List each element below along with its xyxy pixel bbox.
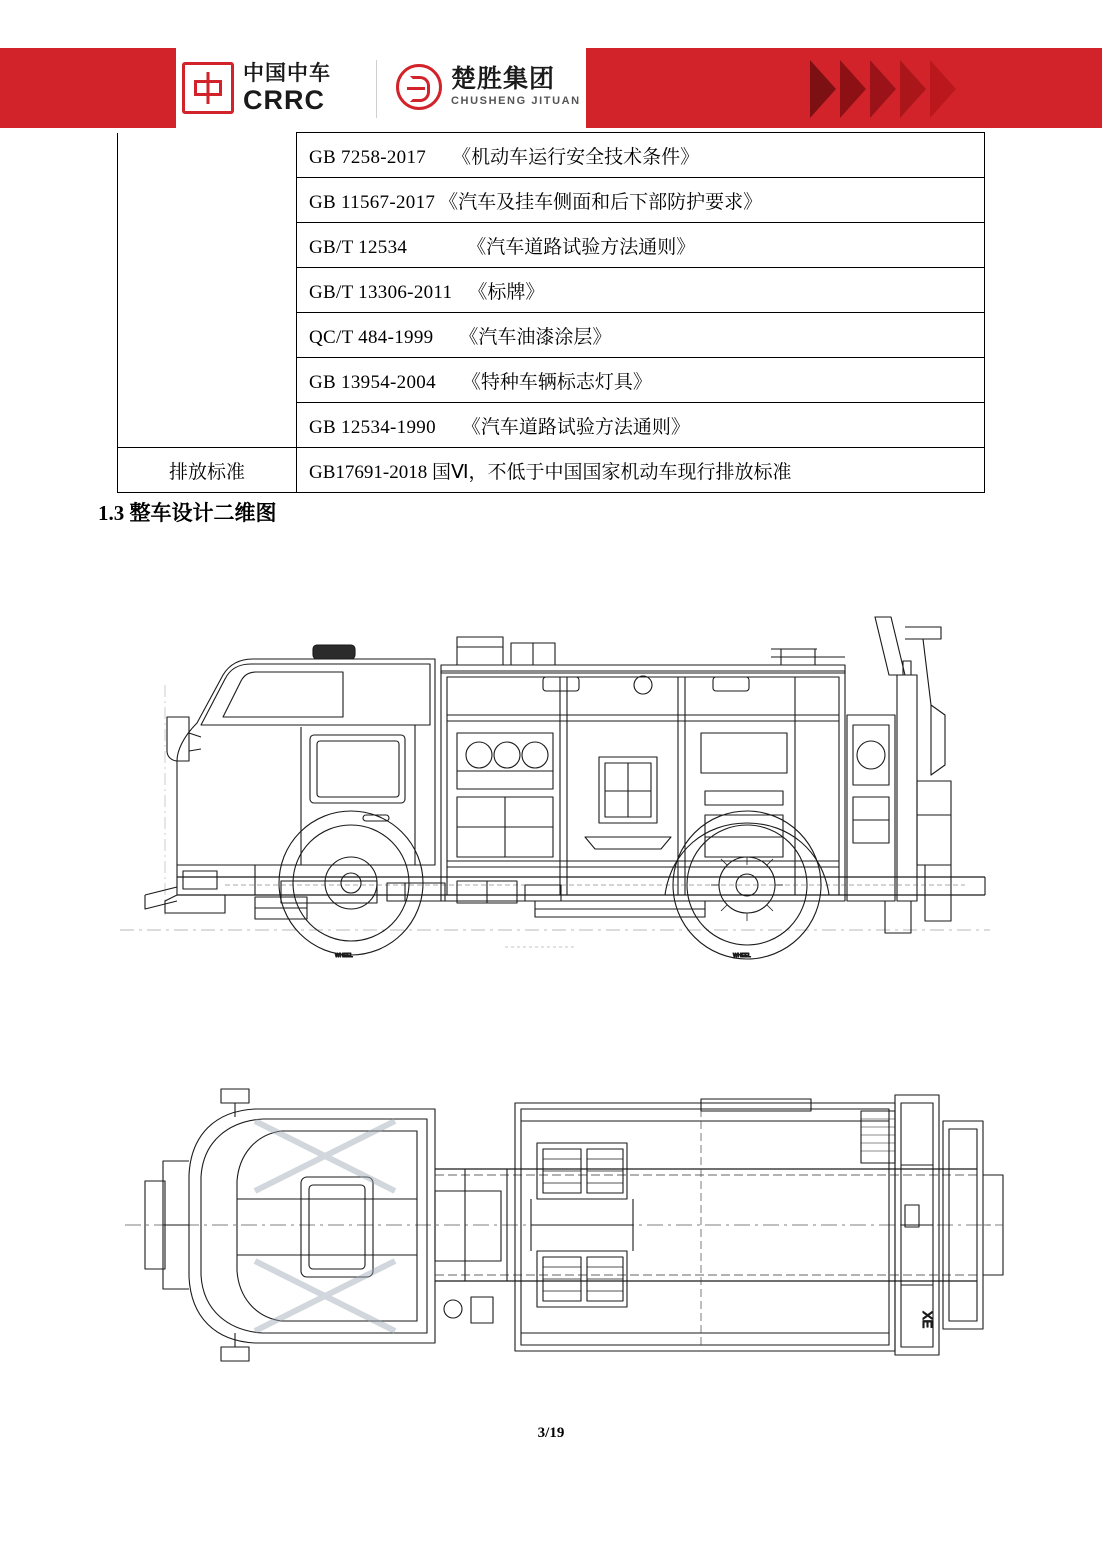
- standard-title: 《汽车油漆涂层》: [459, 326, 612, 348]
- row-label-empty: [118, 268, 297, 313]
- standard-cell: [297, 403, 985, 448]
- standard-code: GB 11567-2017: [309, 191, 436, 213]
- standard-cell: [297, 223, 985, 268]
- chusheng-logo: [396, 64, 581, 110]
- standard-code: GB 7258-2017: [309, 146, 427, 168]
- standard-title: 《特种车辆标志灯具》: [461, 371, 652, 393]
- svg-text:WHEEL: WHEEL: [733, 953, 751, 959]
- standard-cell: [297, 178, 985, 223]
- top-view-marking-text: XE: [920, 1311, 935, 1329]
- standard-code: GB/T 13306-2011: [309, 281, 453, 303]
- row-label-empty: [118, 358, 297, 403]
- crrc-logo-en: CRRC: [243, 84, 325, 115]
- section-heading: 1.3 整车设计二维图: [98, 501, 277, 525]
- row-label-empty: [118, 178, 297, 223]
- standard-code: GB 12534-1990: [309, 416, 436, 438]
- standard-cell: [297, 313, 985, 358]
- row-label-empty: [118, 313, 297, 358]
- row-label-empty: [118, 133, 297, 178]
- emission-standard-label: 排放标准: [118, 448, 297, 493]
- standards-table: [117, 132, 985, 493]
- standard-title: 《汽车及挂车侧面和后下部防护要求》: [439, 191, 763, 213]
- table-row-emission: [118, 448, 985, 493]
- emission-standard-value: GB17691-2018 国Ⅵ，不低于中国国家机动车现行排放标准: [297, 448, 985, 493]
- svg-text:WHEEL: WHEEL: [335, 953, 353, 959]
- standard-title: 《标牌》: [468, 281, 545, 303]
- table-row: [118, 403, 985, 448]
- chusheng-logo-en: CHUSHENG JITUAN: [451, 95, 581, 108]
- table-row: [118, 268, 985, 313]
- chusheng-logo-cn: 楚胜集团: [451, 65, 556, 94]
- chusheng-emblem-icon: [396, 64, 442, 110]
- standard-code: GB/T 12534: [309, 236, 408, 258]
- table-row: [118, 358, 985, 403]
- table-row: [118, 178, 985, 223]
- logo-divider: [376, 60, 377, 118]
- crrc-logo: [182, 62, 331, 114]
- standard-title: 《汽车道路试验方法通则》: [461, 416, 690, 438]
- standard-cell: [297, 133, 985, 178]
- table-row: [118, 223, 985, 268]
- standard-code: GB 13954-2004: [309, 371, 436, 393]
- table-row: [118, 313, 985, 358]
- standard-cell: [297, 268, 985, 313]
- table-row: [118, 133, 985, 178]
- standard-title: 《汽车道路试验方法通则》: [467, 236, 696, 258]
- row-label-empty: [118, 403, 297, 448]
- standard-title: 《机动车运行安全技术条件》: [452, 146, 700, 168]
- crrc-emblem-icon: [182, 62, 234, 114]
- crrc-logo-cn: 中国中车: [243, 61, 331, 85]
- page-number: 3/19: [537, 1425, 565, 1441]
- vehicle-top-view-drawing: [105, 1065, 1005, 1385]
- header-red-band-left: [0, 48, 176, 128]
- vehicle-side-view-drawing: [105, 565, 1005, 965]
- page-header: [0, 0, 1102, 128]
- chevron-decoration: [810, 60, 1010, 118]
- row-label-empty: [118, 223, 297, 268]
- standard-cell: [297, 358, 985, 403]
- standard-code: QC/T 484-1999: [309, 326, 434, 348]
